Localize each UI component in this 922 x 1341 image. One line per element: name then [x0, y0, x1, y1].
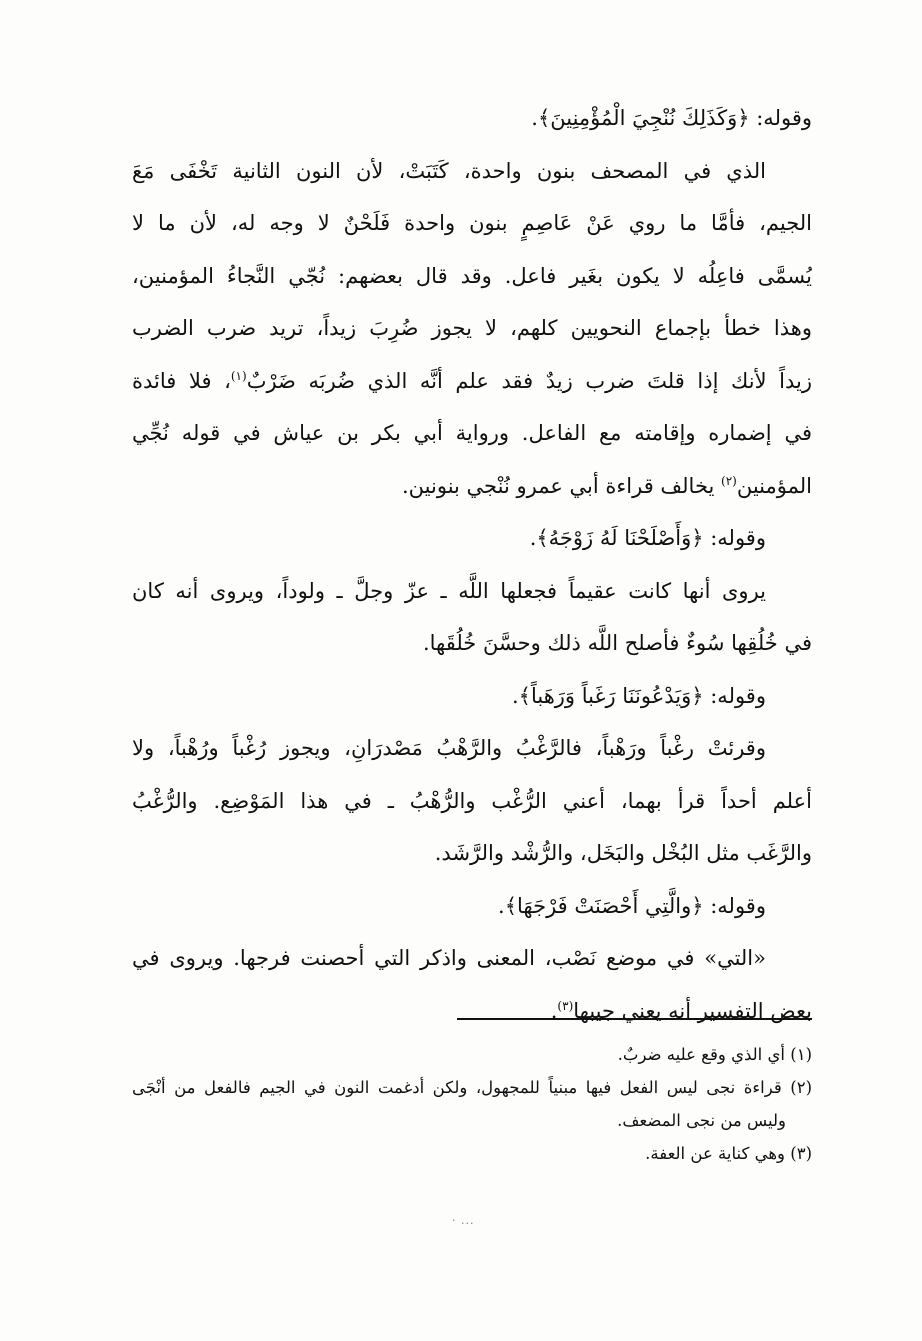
main-text [132, 92, 812, 1037]
footnotes [132, 1038, 812, 1170]
footnote-3: (٣) وهي كناية عن العفة. [645, 1144, 812, 1163]
text-line: والرَّغَب مثل البُخْل والبَخَل، والرُّشْد والرَّشَد. [434, 841, 812, 865]
footnote-ref: (٣) [557, 998, 574, 1013]
text-line: في إضماره وإقامته مع الفاعل. ورواية أبي بكر بن عياش في قوله نُجِّي [132, 421, 812, 445]
text-line: وقرئتْ رغْباً ورَهْباً، فالرَّغْبُ والرَّهْبُ مَصْدرَانِ، ويجوز رُغْباً ورُهْباً، ولا [132, 736, 766, 760]
text-line: «التي» في موضع نَصْب، المعنى واذكر التي أحصنت فرجها. ويروى في [132, 946, 766, 970]
text-line: يُسمَّى فاعِلُه لا يكون بغَير فاعل. وقد قال بعضهم: نُجّي النَّجاءُ المؤمنين، [132, 263, 812, 288]
text-line: الذي في المصحف بنون واحدة، كَتَبَتْ، لأن النون الثانية تَخْفَى مَعَ [132, 158, 766, 183]
verse-heading: وقوله: ﴿وَيَدْعُونَنَا رَغَباً وَرَهَباً﴾. [512, 683, 766, 708]
verse-heading: وقوله: ﴿والَّتِي أَحْصَنَتْ فَرْجَهَا﴾. [498, 893, 766, 918]
footnote-ref: (٢) [721, 473, 737, 488]
text-line: بعض التفسير أنه يعني جيبها$^{(٣)}$. [550, 998, 812, 1023]
footnote-1: (١) أي الذي وقع عليه ضربٌ. [617, 1045, 812, 1064]
footnote-2-continued: وليس من نجى المضعف. [617, 1111, 786, 1130]
text-line: أعلم أحداً قرأ بهما، أعني الرُّغْب والرُّهْبُ ـ في هذا المَوْضِع. والرُّغْبُ [132, 788, 812, 813]
footnote-divider [457, 1018, 812, 1020]
text-line: الجيم، فأمَّا ما روي عَنْ عَاصِمٍ بنون واحدة فَلَحْنٌ لا وجه له، لأن ما لا [132, 211, 812, 235]
footnote-2: (٢) قراءة نجى ليس الفعل فيها مبنياً للمجهول، ولكن أدغمت النون في الجيم فالفعل من أنْجَى [132, 1078, 812, 1097]
text-line: وهذا خطأ بإجماع النحويين كلهم، لا يجوز ضُرِبَ زيداً، تريد ضرب الضرب [132, 316, 812, 340]
text-line: في خُلُقِها سُوءٌ فأصلح اللَّه ذلك وحسَّنَ خُلُقَها. [422, 631, 812, 655]
verse-heading: وقوله: ﴿وَأَصْلَحْنَا لَهُ زَوْجَهُ﴾. [529, 526, 766, 550]
page-mark: · ... [452, 1214, 475, 1227]
text-line: زيداً لأنك إذا قلتَ ضرب زيدٌ فقد علم أنَّه الذي ضُربَه ضَرْبٌ$^{(١)}$، فلا فائدة [132, 368, 812, 393]
text-line: يروى أنها كانت عقيماً فجعلها اللَّه ـ عزّ وجلَّ ـ ولوداً، ويروى أنه كان [132, 578, 766, 603]
footnote-ref: (١) [230, 368, 247, 383]
text-line: وقوله: ﴿وَكَذَلِكَ نُنْجِيَ الْمُؤْمِنِينَ﴾. [531, 106, 812, 130]
text-line: المؤمنين$^{(٢)}$ يخالف قراءة أبي عمرو نُنْجي بنونين. [402, 473, 812, 498]
